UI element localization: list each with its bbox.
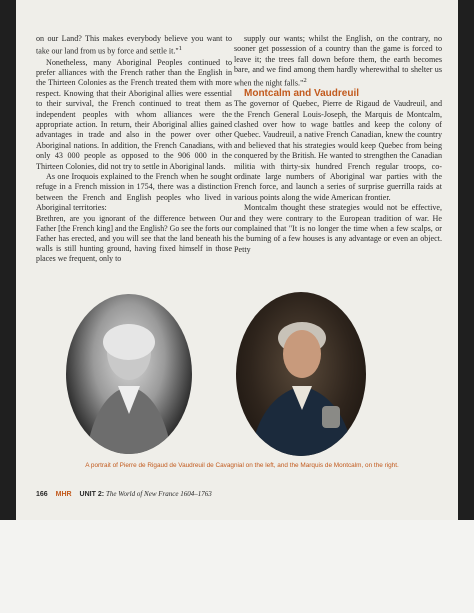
right-paragraph-1: The governor of Quebec, Pierre de Rigaud de Vaudreuil, and the French General Louis-Joseph, the Marquis de Montcalm, clashed over how to wage battles and keep the colony of Quebec. Vaudreuil, a native French Canadian, knew the country and believed that his strategies would keep Quebec from being conquered by the British. He wanted to strengthen the Canadian militia with thirty-six hundred French regular troops, co-ordinate large numbers of Aboriginal war parties with the French force, and launch a series of surprise guerrilla raids at various points along the wide American frontier. xyxy=(234,99,442,202)
block-quote-continued: supply our wants; whilst the English, on the contrary, no sooner get possession of a country than the game is forced to leave it; the trees fall down before them, the earth becomes bare, and we find among them hardly wherewithal to shelter us when the night falls."$^2$ xyxy=(234,34,442,88)
page-number: 166 xyxy=(36,491,48,498)
right-paragraph-2: Montcalm thought these strategies would not be effective, and they were contrary to the European tradition of war. He complained that "It is no longer the time when a few scalps, or the burning of a few houses is any advantage or even an object. Petty xyxy=(234,203,442,254)
page-margin-bottom xyxy=(0,520,474,613)
footnote-ref-2: 2 xyxy=(303,76,307,84)
footnote-ref-1: 1 xyxy=(178,45,183,53)
portrait-vaudreuil xyxy=(66,294,192,454)
left-paragraph-2: Nonetheless, many Aboriginal Peoples continued to prefer alliances with the French rather than the English in the Thirteen Colonies as the French treated them with more respect. Knowing that their Aboriginal allies were essential to their survival, the French continued to treat them as independent peoples with whom alliances were the appropriate action. In return, their Aboriginal allies gained advantages in trade and also in the power over other Aboriginal nations. In addition, the French Canadians, with only 43 000 people as opposed to the 906 000 in the Thirteen Colonies, did not try to settle in Aboriginal lands. xyxy=(36,57,232,171)
left-paragraph-1: on our Land? This makes everybody believe you want to take our land from us by force and settle it."$^1$ xyxy=(36,34,232,57)
page-footer xyxy=(36,490,416,498)
unit-title: The World of New France 1604–1763 xyxy=(106,490,212,498)
image-caption: A portrait of Pierre de Rigaud de Vaudreuil de Cavagnial on the left, and the Marquis de Montcalm, on the right. xyxy=(85,462,399,469)
portrait-vaudreuil-figure xyxy=(66,294,192,454)
portrait-montcalm xyxy=(236,292,366,456)
block-quote: Brethren, are you ignorant of the difference between Our Father [the French king] and the English? Go see the forts our Father has erected, and you will see that the land beneath his walls is still hunting ground, having fixed himself in those places we frequent, only to xyxy=(36,213,232,263)
left-column xyxy=(36,34,232,264)
section-heading: Montcalm and Vaudreuil xyxy=(244,87,360,99)
left-paragraph-3: As one Iroquois explained to the French when he sought refuge in a French mission in 1754, there was a distinction between the French and English peoples who lived in Aboriginal territories: xyxy=(36,171,232,213)
portrait-montcalm-figure xyxy=(236,292,366,456)
unit-label: UNIT 2: xyxy=(79,491,105,498)
right-column xyxy=(234,34,442,255)
publisher-mark: MHR xyxy=(55,491,72,498)
